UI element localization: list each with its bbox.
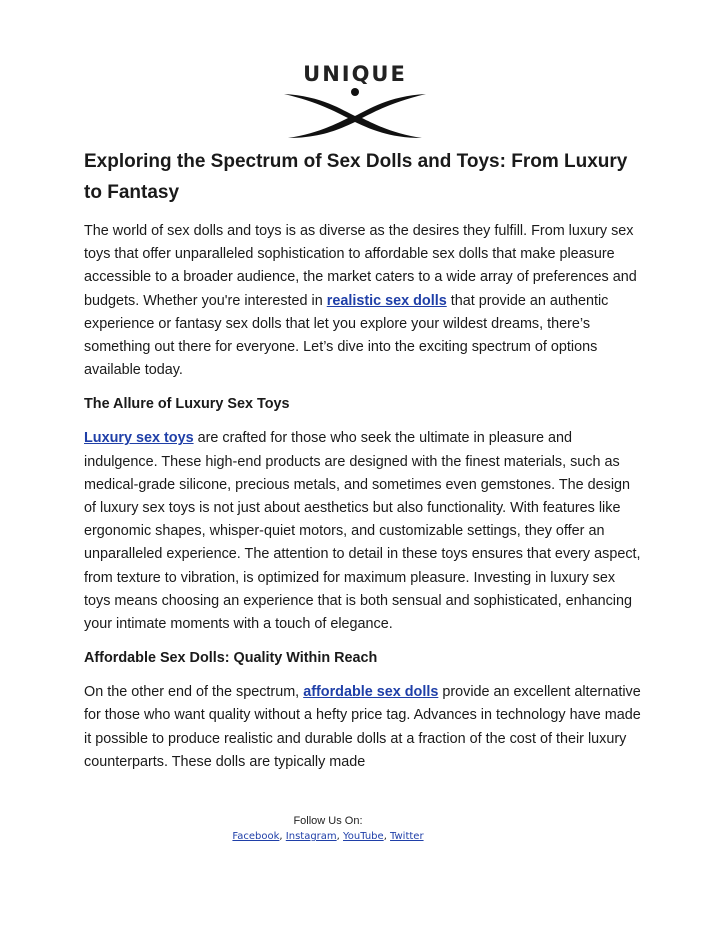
social-links [0, 829, 656, 844]
brand-logo [282, 62, 428, 140]
affordable-text-before: On the other end of the spectrum, [84, 684, 304, 701]
instagram-link[interactable]: Instagram [285, 831, 337, 842]
luxury-paragraph [84, 427, 644, 636]
link-separator: , [383, 831, 391, 842]
logo-cross-icon [282, 88, 428, 140]
logo-text: UNIQUE [303, 62, 407, 86]
realistic-sex-dolls-link[interactable]: realistic sex dolls [326, 292, 447, 309]
article [84, 146, 644, 774]
twitter-link[interactable]: Twitter [390, 831, 424, 842]
luxury-sex-toys-link[interactable]: Luxury sex toys [84, 430, 194, 447]
affordable-sex-dolls-link[interactable]: affordable sex dolls [303, 684, 439, 701]
youtube-link[interactable]: YouTube [343, 831, 384, 842]
link-separator: , [279, 831, 286, 842]
intro-text-before: The world of sex dolls and toys is as diverse as the desires they fulfill. From luxury sex toys that offer unparalleled sophistication to affordable sex dolls that make pleasure accessible to a broader audience, the market caters to a wide array of preferences and budgets. Whether you're interested in [84, 223, 637, 309]
intro-text-after: that provide an authentic experience or fantasy sex dolls that let you explore your wildest dreams, there’s something out there for everyone. Let’s dive into the exciting spectrum of options available today. [84, 292, 609, 379]
affordable-text-after: provide an excellent alternative for those who want quality without a hefty price tag. Advances in technology have made it possible to produce realistic and durable dolls at a fraction of the cost of their luxury counterparts. These dolls are typically made [84, 684, 641, 770]
section-heading-luxury: The Allure of Luxury Sex Toys [84, 396, 290, 413]
footer [0, 814, 656, 844]
section-heading-affordable: Affordable Sex Dolls: Quality Within Reach [84, 650, 378, 667]
article-title: Exploring the Spectrum of Sex Dolls and Toys: From Luxury to Fantasy [84, 151, 628, 203]
follow-us-label: Follow Us On: [293, 815, 363, 827]
affordable-paragraph [84, 681, 644, 774]
luxury-text: are crafted for those who seek the ultimate in pleasure and indulgence. These high-end products are designed with the finest materials, such as medical-grade silicone, precious metals, and sometimes even gemstones. The design of luxury sex toys is not just about aesthetics but also functionality. With features like ergonomic shapes, whisper-quiet motors, and customizable settings, they offer an unparalleled experience. The attention to detail in these toys ensures that every aspect, from texture to vibration, is optimized for maximum pleasure. Investing in luxury sex toys means choosing an experience that is both sensual and sophisticated, enhancing your intimate moments with a touch of elegance. [84, 430, 641, 633]
link-separator: , [336, 831, 344, 842]
facebook-link[interactable]: Facebook [232, 831, 280, 842]
intro-paragraph [84, 220, 644, 382]
